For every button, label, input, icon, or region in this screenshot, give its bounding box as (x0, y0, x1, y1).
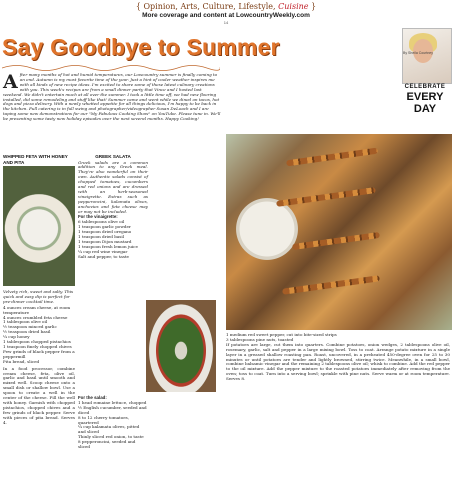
salata-recipe (78, 152, 148, 260)
feta-ingredient: Pita bread, sliced (3, 358, 40, 364)
feta-ingredient: 1 tablespoon olive oil (3, 319, 48, 325)
skewer (292, 232, 380, 250)
mid-column-final (151, 73, 223, 473)
salad-ingredients (78, 396, 148, 450)
brace-close: } (308, 2, 317, 11)
feta-ingredient: 1 teaspoon finely chopped chives (3, 343, 72, 349)
salata-intro: Greek salads are a common addition to any Greek meal. They're also wonderful on their own. Authentic salads consist of chopped tomatoes, cucumbers and red onions and are dressed with an herb-seasoned vinaigrette. Extras such as pepperoncini, kalamata olives, anchovies and feta cheese may or may not be included. (78, 159, 148, 214)
pork-souvlaki-photo (226, 134, 452, 330)
columnist-photo (402, 28, 452, 84)
drop-cap: A (3, 71, 18, 93)
section-list: Opinion, Arts, Culture, Lifestyle, (143, 2, 279, 11)
salad-ingredient: Thinly sliced red onion, to taste (78, 434, 144, 440)
vinaigrette-label: For the vinaigrette: (78, 214, 118, 220)
skewer (286, 148, 378, 167)
potato-ingredient: 3 tablespoons pine nuts, toasted (226, 336, 294, 342)
potato-directions: If potatoes are large, cut them into quarters. Combine potatoes, onion wedges, 2 tablespoons olive oil, rosemary, garlic, salt and pepper in a large mixing bowl. Toss to coat. Arrange potato mixture in a single layer in a greased shallow roasting pan. Roast, uncovered, in a preheated 450-degree oven for 25 to 30 minutes or until potatoes are tender and lightly browned, stirring twice. Meanwhile, in a small bowl, combine balsamic vinegar and the remaining 2 tablespoons olive oil; whisk to combine. Add the red pepper to the oil mixture. Add the pepper mixture to the roasted potatoes immediately after removing from the oven; toss to coat. Turn into a serving bowl; sprinkle with pine nuts. Serve warm or at room temperature. Serves 8. (226, 341, 450, 382)
feta-intro: Velvety rich, sweet and salty. This quick and easy dip is perfect for pre-dinner cocktail time. (3, 289, 74, 304)
right-column (226, 333, 450, 383)
vinaigrette-ingredient: 1 teaspoon fresh lemon juice (78, 243, 138, 249)
potato-ingredient: 1 medium red sweet pepper, cut into bite-sized strips (226, 332, 337, 337)
page-number: 14 (223, 20, 229, 25)
vinaigrette-ingredient: Salt and pepper, to taste (78, 253, 129, 259)
feta-ingredient: ½ teaspoon minced garlic (3, 324, 57, 330)
feta-heading-block (3, 152, 75, 166)
feta-directions: In a food processor, combine cream cheese, feta, olive oil, garlic and basil until smooth and mixed well. Scoop cheese onto a small dish or shallow bowl. Use a spoon to create a well in the center of the cheese. Fill the well with honey. Garnish with chopped pistachios, chopped chives and a few grinds of black pepper. Serve with pieces of pita bread. Serves 4. (3, 365, 75, 425)
whipped-feta-photo (3, 166, 75, 286)
vinaigrette-ingredient: 1 teaspoon Dijon mustard (78, 239, 132, 244)
brace-open: { (135, 2, 144, 11)
skewer (282, 275, 380, 295)
current-section: Cuisine (278, 2, 309, 11)
feta-ingredient: 1 tablespoon chopped pistachios (3, 339, 71, 345)
section-header (0, 2, 452, 11)
feta-ingredient: Few grinds of black pepper from a peppermill (3, 348, 75, 359)
salad-ingredient: 8 pepperoncini, seeded and sliced (78, 439, 136, 450)
feta-recipe (3, 290, 75, 426)
feta-heading: WHIPPED FETA WITH HONEY AND PITA (3, 154, 68, 165)
vinaigrette-ingredient: ¼ cup red wine vinegar (78, 248, 128, 254)
feta-ingredient: 4 ounces cream cheese, at room temperature (3, 304, 71, 315)
salad-ingredient: ½ English cucumber, seeded and diced (78, 404, 147, 415)
salad-label: For the salad: (78, 395, 107, 400)
feta-ingredient: 4 ounces crumbled feta cheese (3, 314, 68, 320)
salad-ingredient: ¼ cup kalamata olives, pitted and sliced (78, 424, 140, 435)
header-tagline: More coverage and content at LowcountryWeekly.com (142, 12, 310, 19)
page-title: Say Goodbye to Summer (2, 34, 280, 60)
feta-ingredient: ¼ cup honey (3, 334, 30, 340)
salad-ingredient: 1 head romaine lettuce, chopped (78, 399, 147, 405)
column-title-line1: CELEBRATE (404, 84, 446, 90)
feta-ingredient: ½ teaspoon dried basil (3, 329, 51, 335)
vinaigrette-ingredient: 6 tablespoons olive oil (78, 219, 125, 225)
intro-text: fter many months of hot and humid temperatures, our Lowcountry summer is finally coming to an end. Autumn is my most favorite time of the year. Just a hint of cooler weather inspires me with all kinds of new recipe ideas. I'm excited to share some of these latest culinary creations with you. This week's recipes are from a small dinner party that Vince and I hosted last weekend. We didn't entertain much at all over the summer. I took a little time off, we had new flooring installed, did some remodeling and stuff like that! Summer came and went while we dined on tacos, hot dogs and pizza delivery. With a newly whetted appetite for all things delicious, I'm happy to be back in the kitchen. Full catering is in full swing and photographer/videographer Susan DeLoach and I are taping some new demonstrations for our "My Fabulous Cooking Show" on YouTube. Please tune in. We'll be presenting some tasty new holiday episodes over the next several months. Happy Cooking! (3, 72, 221, 122)
vinaigrette-ingredient: 1 teaspoon garlic powder (78, 224, 131, 230)
vinaigrette-ingredient: 1 teaspoon dried oregano (78, 229, 132, 235)
salad-ingredient: 8 to 12 cherry tomatoes, quartered (78, 414, 130, 425)
vinaigrette-ingredient: 1 teaspoon dried basil (78, 234, 125, 240)
column-title-line2: EVERY DAY (406, 91, 444, 115)
column-title (398, 84, 452, 115)
salata-heading: GREEK SALATA (95, 154, 131, 159)
columnist-byline: By Sheila Courtney (403, 51, 433, 55)
skewer (276, 187, 376, 207)
swirl-divider-icon (2, 62, 220, 72)
